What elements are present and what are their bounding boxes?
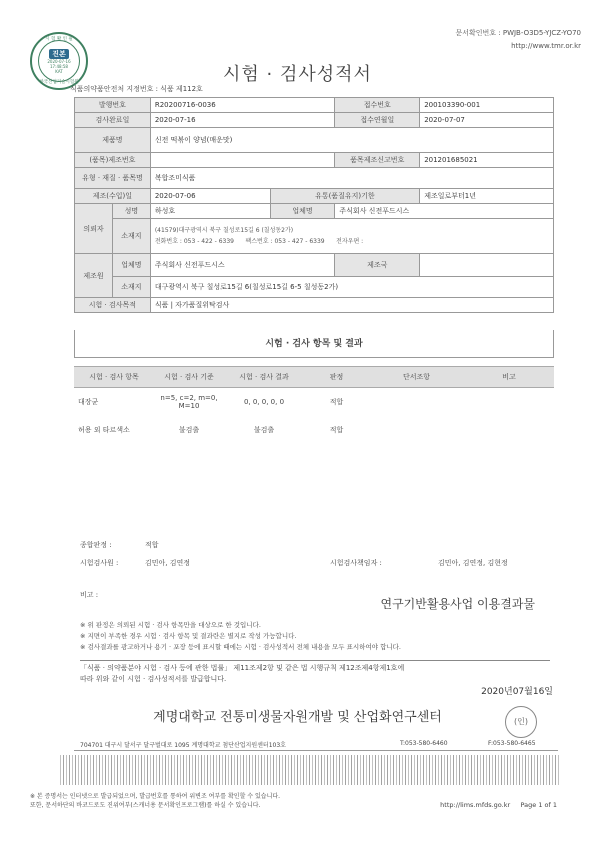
result-value: 불검출 [253, 426, 275, 434]
result-judgement: 적합 [329, 426, 344, 434]
info-table [74, 97, 554, 313]
result-judgement: 적합 [329, 398, 344, 406]
maker-company-label: 업체명 [112, 254, 150, 277]
stamp-bottom-text: 한국산업기술시험원 [39, 80, 79, 85]
org-fax: F:053-580-6465 [488, 740, 536, 747]
overall-judgement: 적합 [145, 541, 159, 549]
footer-site[interactable]: http://lims.mfds.go.kr [440, 801, 511, 809]
client-label: 의뢰자 [75, 204, 113, 254]
note-line: ※ 지면이 부족한 경우 시험 · 검사 항목 및 결과란은 별지로 작성 가능합니다. [80, 632, 297, 640]
receipt-date: 2020-07-07 [420, 113, 554, 128]
type-label: 유형 · 재질 · 품목명 [75, 168, 151, 189]
manager: 김민아, 김연정, 김현정 [438, 559, 508, 567]
footer-line: ※ 본 증명서는 인터넷으로 발급되었으며, 발급번호를 통하여 위변조 여부를 확인할 수 있습니다. [30, 793, 281, 800]
client-address-label: 소재지 [112, 219, 150, 254]
mfg-date-label: 제조(수입)일 [75, 189, 151, 204]
result-value: 0, 0, 0, 0, 0 [243, 398, 285, 406]
complete-date: 2020-07-16 [150, 113, 335, 128]
client-company: 주식회사 신전푸드시스 [335, 204, 554, 219]
results-header-proviso: 단서조항 [369, 367, 464, 388]
footer-line: 또한, 문서하단의 바코드로도 진위여부(스캐너용 문서확인프로그램)를 하실 수 있습니다. [30, 802, 261, 809]
receipt-no-label: 접수번호 [335, 98, 420, 113]
client-email: 전자우편 : [336, 237, 364, 245]
results-title: 시험 · 검사 항목 및 결과 [74, 330, 554, 358]
result-item: 대장균 [78, 398, 99, 406]
result-proviso [369, 416, 464, 444]
result-item: 허용 외 타르색소 [78, 426, 130, 434]
org-seal: (인) [505, 706, 537, 738]
purpose-value: 식품 | 자가품질위탁검사 [150, 298, 553, 313]
law-line: 따라 위와 같이 시험 · 검사성적서를 발급합니다. [80, 675, 227, 683]
report-no-label: (품목)제조번호 [75, 153, 151, 168]
client-fax: 팩스번호 : 053 - 427 - 6339 [245, 237, 325, 245]
table-row [74, 416, 554, 444]
purpose-label: 시험 · 검사목적 [75, 298, 151, 313]
maker-address: 대구광역시 북구 칠성로15길 6(칠성로15길 6-5 칠성동2가) [150, 277, 553, 298]
stamp-time: 17:48:58 [50, 63, 68, 69]
result-standard [154, 388, 224, 417]
product-name: 신전 떡볶이 양념(매운맛) [150, 128, 553, 153]
country-value [420, 254, 554, 277]
org-name: 계명대학교 전통미생물자원개발 및 산업화연구센터 [153, 710, 442, 725]
results-header-remark: 비고 [464, 367, 554, 388]
notes-block [80, 620, 401, 653]
report-reg-label: 품목제조신고번호 [335, 153, 420, 168]
result-proviso [369, 388, 464, 417]
country-label: 제조국 [335, 254, 420, 277]
result-standard: 불검출 [178, 426, 200, 434]
result-standard-line: M=10 [178, 402, 200, 410]
footer-right [440, 801, 557, 809]
maker-address-label: 소재지 [112, 277, 150, 298]
mfg-date: 2020-07-06 [150, 189, 270, 204]
issue-date: 2020년07월16일 [481, 687, 553, 697]
receipt-date-label: 접수연월일 [335, 113, 420, 128]
results-header-item: 시험 · 검사 항목 [74, 367, 154, 388]
maker-label: 제조원 [75, 254, 113, 298]
barcode [60, 755, 560, 785]
result-standard-line: n=5, c=2, m=0, [160, 394, 218, 402]
remark-label: 비고 : [80, 591, 99, 599]
results-table [74, 366, 554, 444]
expiry-label: 유통(품질유지)기한 [270, 189, 420, 204]
inspectors-label: 시험검사원 : [80, 559, 119, 567]
inspectors: 김민아, 김연정 [145, 559, 191, 567]
client-tel: 전화번호 : 053 - 422 - 6339 [154, 237, 234, 245]
expiry-value: 제조일로부터1년 [420, 189, 554, 204]
law-line: 「식품 · 의약품분야 시험 · 검사 등에 관한 법률」 제11조제2항 및 같은 법 시행규칙 제12조제4항제1호에 [80, 664, 405, 672]
result-remark [464, 416, 554, 444]
stamp-label: 진본 [49, 49, 69, 59]
results-header-judgement: 판정 [304, 367, 369, 388]
client-contact-row [155, 238, 549, 246]
result-remark [464, 388, 554, 417]
remark-heading: 연구기반활용사업 이용결과물 [380, 597, 535, 611]
note-line: ※ 검사결과를 광고하거나 용기 · 포장 등에 표시할 때에는 시험 · 검사성적서 전체 내용을 모두 표시하여야 합니다. [80, 643, 401, 651]
results-header-standard: 시험 · 검사 기준 [154, 367, 224, 388]
page-number: Page 1 of 1 [520, 801, 557, 809]
report-reg: 201201685021 [420, 153, 554, 168]
org-address: 704701 대구시 달서구 달구벌대로 1095 계명대학교 첨단산업지원센터103호 [80, 742, 286, 749]
divider [74, 750, 558, 751]
law-statement [80, 660, 550, 685]
overall-judgement-label: 종합판정 : [80, 541, 112, 549]
client-company-label: 업체명 [270, 204, 335, 219]
note-line: ※ 위 판정은 의뢰된 시험 · 검사 항목만을 대상으로 한 것입니다. [80, 621, 261, 629]
site-url[interactable]: http://www.tmr.or.kr [511, 42, 581, 50]
org-tel: T:053-580-6460 [400, 740, 448, 747]
client-name: 하성호 [150, 204, 270, 219]
manager-label: 시험검사책임자 : [330, 559, 382, 567]
page-title: 시험 · 검사성적서 [223, 64, 372, 85]
client-address: (41579)대구광역시 북구 칠성로15길 6 (칠성동2가) [154, 226, 294, 234]
issue-no-label: 발행번호 [75, 98, 151, 113]
stamp-date: 2020-07-16 [47, 58, 71, 64]
registration-number: 식품의약품안전처 지정번호 : 식품 제112호 [70, 85, 203, 93]
complete-date-label: 검사완료일 [75, 113, 151, 128]
type-value: 복합조미식품 [150, 168, 553, 189]
table-row [74, 388, 554, 417]
client-address-cell [150, 219, 553, 254]
maker-company: 주식회사 신전푸드시스 [150, 254, 335, 277]
report-no [150, 153, 335, 168]
stamp-org-short: KAT [55, 68, 63, 74]
receipt-no: 200103390-001 [420, 98, 554, 113]
doc-check-number: 문서확인번호 : PWJB-O3D5-YJCZ-YO70 [455, 29, 581, 37]
stamp-top-text: 시 험 확 인 필 [45, 37, 73, 42]
issue-no: R20200716-0036 [150, 98, 335, 113]
client-name-label: 성명 [112, 204, 150, 219]
results-header-result: 시험 · 검사 결과 [224, 367, 304, 388]
product-label: 제품명 [75, 128, 151, 153]
